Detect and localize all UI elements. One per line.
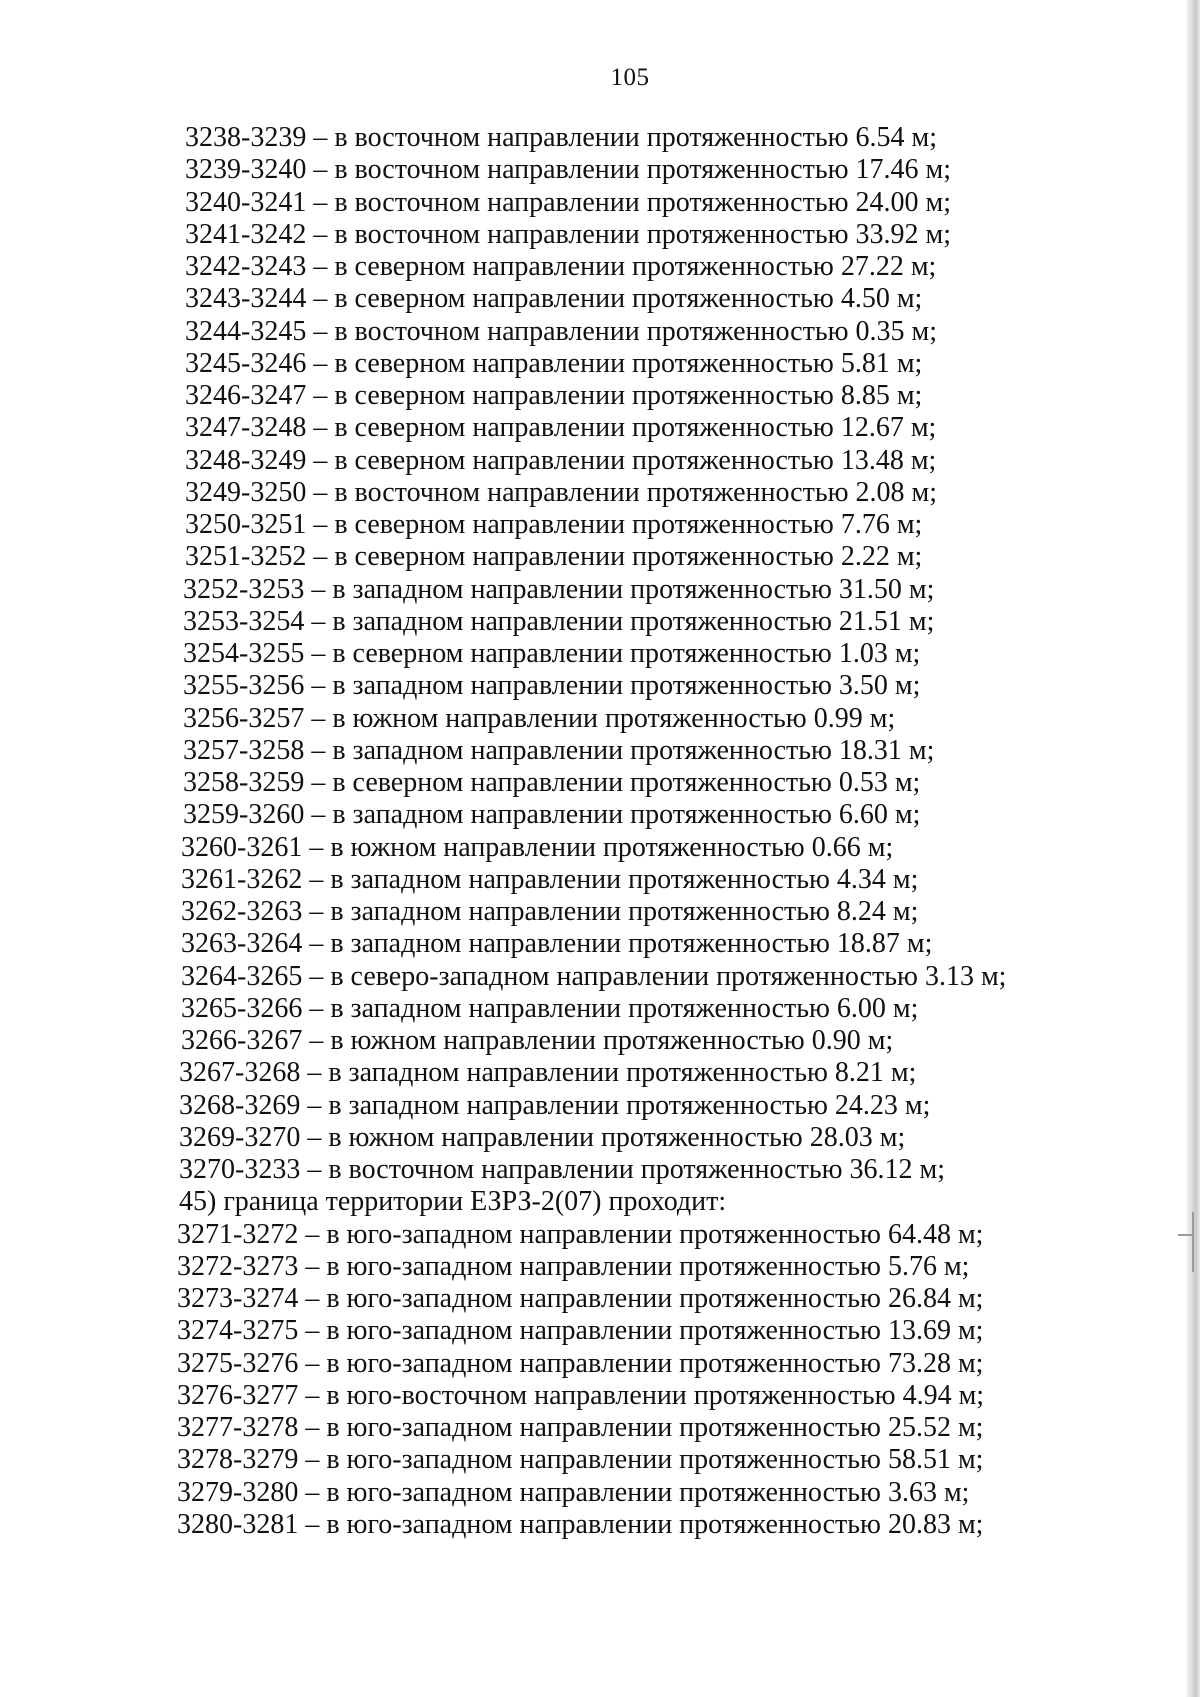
boundary-line: 3239-3240 – в восточном направлении протяженностью 17.46 м; (185, 154, 952, 186)
boundary-line: 3258-3259 – в северном направлении протяженностью 0.53 м; (183, 767, 921, 798)
boundary-description-list (177, 122, 1085, 1541)
boundary-line: 3244-3245 – в восточном направлении протяженностью 0.35 м; (185, 315, 938, 347)
boundary-line: 3256-3257 – в южном направлении протяженностью 0.99 м; (183, 702, 896, 734)
boundary-line: 3272-3273 – в юго-западном направлении протяженностью 5.76 м; (177, 1250, 970, 1282)
boundary-line: 3242-3243 – в северном направлении протяженностью 27.22 м; (185, 251, 937, 282)
boundary-line: 3253-3254 – в западном направлении протяженностью 21.51 м; (183, 605, 935, 637)
boundary-line: 3251-3252 – в северном направлении протяженностью 2.22 м; (185, 541, 923, 573)
boundary-line: 3260-3261 – в южном направлении протяженностью 0.66 м; (181, 831, 894, 863)
boundary-line: 3279-3280 – в юго-западном направлении протяженностью 3.63 м; (177, 1476, 970, 1508)
boundary-line: 3264-3265 – в северо-западном направлении протяженностью 3.13 м; (181, 960, 1007, 992)
boundary-line: 3249-3250 – в восточном направлении протяженностью 2.08 м; (185, 476, 938, 508)
page-number: 105 (610, 64, 650, 91)
boundary-line: 3263-3264 – в западном направлении протяженностью 18.87 м; (181, 928, 933, 960)
boundary-line: 3261-3262 – в западном направлении протяженностью 4.34 м; (181, 863, 919, 895)
boundary-line: 3276-3277 – в юго-восточном направлении протяженностью 4.94 м; (177, 1379, 985, 1411)
boundary-line: 3255-3256 – в западном направлении протяженностью 3.50 м; (183, 670, 921, 702)
boundary-line: 3245-3246 – в северном направлении протяженностью 5.81 м; (185, 347, 923, 379)
boundary-line: 3274-3275 – в юго-западном направлении протяженностью 13.69 м; (177, 1315, 984, 1347)
boundary-line: 3257-3258 – в западном направлении протяженностью 18.31 м; (183, 734, 935, 766)
scan-mark (1192, 1212, 1194, 1272)
boundary-line: 3259-3260 – в западном направлении протяженностью 6.60 м; (183, 799, 921, 831)
boundary-line: 3268-3269 – в западном направлении протяженностью 24.23 м; (179, 1089, 931, 1121)
boundary-line: 3280-3281 – в юго-западном направлении протяженностью 20.83 м; (177, 1508, 984, 1540)
scan-mark-tick (1178, 1234, 1194, 1236)
boundary-line: 3246-3247 – в северном направлении протяженностью 8.85 м; (185, 380, 923, 411)
boundary-line: 3238-3239 – в восточном направлении протяженностью 6.54 м; (185, 122, 938, 153)
scan-edge-shadow (1186, 0, 1200, 1697)
boundary-line: 3241-3242 – в восточном направлении протяженностью 33.92 м; (185, 218, 952, 250)
boundary-line: 3250-3251 – в северном направлении протяженностью 7.76 м; (185, 509, 923, 540)
boundary-line: 3275-3276 – в юго-западном направлении протяженностью 73.28 м; (177, 1347, 984, 1379)
boundary-line: 3269-3270 – в южном направлении протяженностью 28.03 м; (179, 1121, 906, 1153)
boundary-line: 3243-3244 – в северном направлении протяженностью 4.50 м; (185, 283, 923, 315)
boundary-line: 3254-3255 – в северном направлении протяженностью 1.03 м; (183, 638, 921, 669)
boundary-line: 3248-3249 – в северном направлении протяженностью 13.48 м; (185, 444, 937, 476)
boundary-line: 3262-3263 – в западном направлении протяженностью 8.24 м; (181, 896, 919, 927)
boundary-line: 3270-3233 – в восточном направлении протяженностью 36.12 м; (179, 1154, 946, 1185)
boundary-line: 3273-3274 – в юго-западном направлении протяженностью 26.84 м; (177, 1283, 984, 1314)
boundary-line: 3265-3266 – в западном направлении протяженностью 6.00 м; (181, 992, 919, 1024)
boundary-line: 3267-3268 – в западном направлении протяженностью 8.21 м; (179, 1057, 917, 1089)
boundary-line: 3277-3278 – в юго-западном направлении протяженностью 25.52 м; (177, 1412, 984, 1443)
boundary-line: 3271-3272 – в юго-западном направлении протяженностью 64.48 м; (177, 1218, 984, 1250)
section-heading: 45) граница территории ЕЗРЗ-2(07) проходит: (179, 1186, 727, 1218)
boundary-line: 3252-3253 – в западном направлении протяженностью 31.50 м; (183, 573, 935, 605)
boundary-line: 3240-3241 – в восточном направлении протяженностью 24.00 м; (185, 186, 952, 218)
boundary-line: 3266-3267 – в южном направлении протяженностью 0.90 м; (181, 1025, 894, 1056)
boundary-line: 3247-3248 – в северном направлении протяженностью 12.67 м; (185, 412, 937, 444)
boundary-line: 3278-3279 – в юго-западном направлении протяженностью 58.51 м; (177, 1444, 984, 1476)
